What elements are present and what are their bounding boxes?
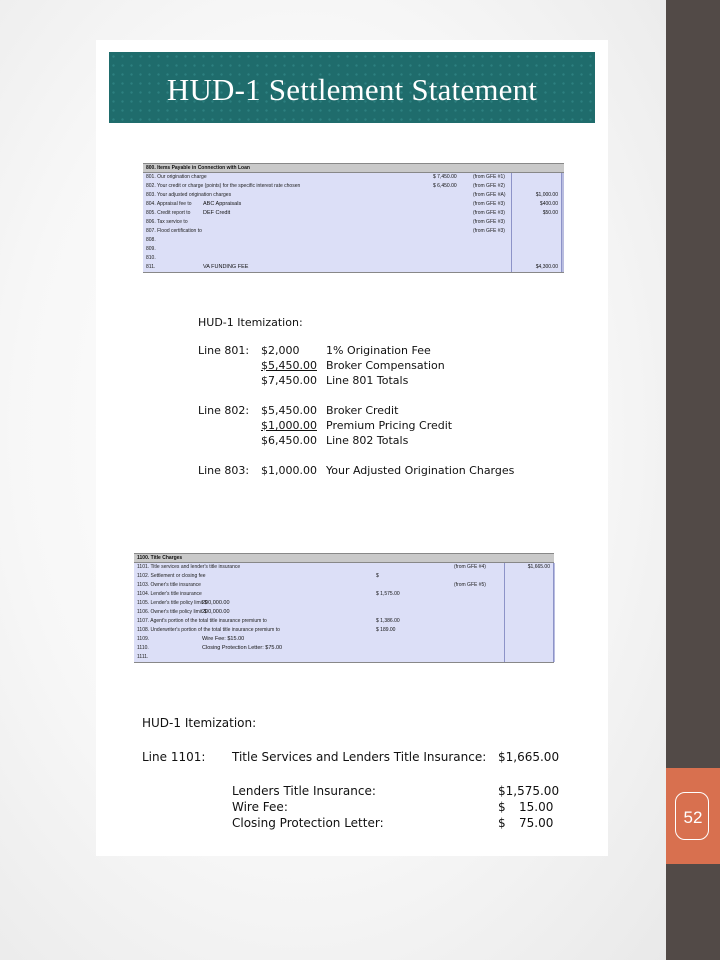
row-blank-col	[563, 245, 564, 254]
row-label: 801. Our origination charge	[146, 174, 207, 180]
row-gfe-ref	[454, 617, 504, 626]
row-blank-col	[563, 236, 564, 245]
table-row	[143, 245, 564, 254]
line-1101-item-desc: Wire Fee:	[232, 800, 288, 814]
table-row	[143, 200, 564, 209]
line-1101-main-desc: Title Services and Lenders Title Insurance:	[232, 750, 487, 764]
table-row	[134, 608, 554, 617]
row-gfe-ref: (from GFE #3)	[473, 219, 505, 225]
row-label: 809.	[146, 246, 156, 252]
row-total	[504, 590, 554, 599]
table-row	[134, 590, 554, 599]
row-amount	[374, 563, 454, 572]
table-row	[134, 563, 554, 572]
table-row	[143, 218, 564, 227]
table-row	[143, 191, 564, 200]
line-1101-item-desc: Closing Protection Letter:	[232, 816, 384, 830]
row-total	[511, 173, 562, 182]
title-banner	[109, 52, 595, 123]
page-number-badge	[666, 768, 720, 864]
row-total	[504, 617, 554, 626]
line-1101-item-currency: $	[498, 800, 506, 814]
row-blank-col	[563, 263, 564, 272]
row-blank-col	[554, 644, 555, 653]
row-gfe-ref	[454, 590, 504, 599]
table-row	[134, 635, 554, 644]
line-802-desc-2: Premium Pricing Credit	[326, 419, 453, 432]
row-blank-col	[554, 563, 555, 572]
itemization-2-title: HUD-1 Itemization:	[142, 716, 257, 730]
row-label: 1106. Owner's title policy limit $	[137, 609, 207, 615]
row-blank-col	[563, 173, 564, 182]
form-1100-table	[134, 553, 554, 663]
row-gfe-ref	[454, 608, 504, 617]
row-blank-col	[563, 227, 564, 236]
row-total	[504, 599, 554, 608]
row-label: 1102. Settlement or closing fee	[137, 573, 206, 579]
row-total: $1,000.00	[511, 191, 562, 200]
row-total	[504, 608, 554, 617]
row-blank-col	[554, 653, 555, 662]
line-802-desc-3: Line 802 Totals	[326, 434, 409, 447]
row-gfe-ref	[473, 263, 511, 272]
line-801-desc-1: 1% Origination Fee	[326, 344, 431, 357]
row-blank-col	[563, 191, 564, 200]
row-total	[504, 644, 554, 653]
row-entry: 200,000.00	[202, 609, 230, 615]
row-entry: ABC Appraisals	[203, 201, 242, 207]
line-801-amount-2: $5,450.00	[261, 359, 317, 372]
form-1100-header: 1100. Title Charges	[134, 554, 554, 563]
row-label: 1103. Owner's title insurance	[137, 582, 201, 588]
row-gfe-ref	[454, 653, 504, 662]
row-label: 802. Your credit or charge (points) for the specific interest rate chosen	[146, 183, 301, 189]
line-803-label: Line 803:	[198, 464, 250, 477]
row-gfe-ref	[473, 245, 511, 254]
banner-title: HUD-1 Settlement Statement	[166, 72, 538, 107]
row-amount: $ 6,450.00	[433, 183, 457, 189]
line-801-label: Line 801:	[198, 344, 250, 357]
row-amount	[431, 227, 471, 236]
row-total	[504, 635, 554, 644]
line-1101-label: Line 1101:	[142, 750, 206, 764]
row-entry: DEF Credit	[203, 210, 231, 216]
form-800-table	[143, 163, 564, 273]
row-gfe-ref: (from GFE #A)	[473, 192, 506, 198]
table-row	[134, 617, 554, 626]
row-amount	[374, 644, 454, 653]
row-total	[504, 626, 554, 635]
row-amount	[431, 218, 471, 227]
row-gfe-ref	[454, 644, 504, 653]
line-802-amount-1: $5,450.00	[261, 404, 317, 417]
line-803-amount-1: $1,000.00	[261, 464, 317, 477]
row-entry: VA FUNDING FEE	[203, 264, 249, 270]
row-label: 806. Tax service to	[146, 219, 188, 225]
row-amount	[374, 608, 454, 617]
row-amount	[431, 191, 471, 200]
line-1101-item-amount: 75.00	[519, 816, 554, 830]
row-amount	[374, 653, 454, 662]
row-label: 1107. Agent's portion of the total title insurance premium to	[137, 618, 267, 624]
row-blank-col	[563, 182, 564, 191]
table-row	[143, 263, 564, 272]
line-802-amount-3: $6,450.00	[261, 434, 317, 447]
row-entry: Wire Fee: $15.00	[202, 636, 245, 642]
row-label: 811.	[146, 264, 156, 270]
row-total	[511, 227, 562, 236]
row-total	[504, 572, 554, 581]
row-label: 805. Credit report to	[146, 210, 191, 216]
line-802-label: Line 802:	[198, 404, 250, 417]
row-total	[504, 581, 554, 590]
row-label: 808.	[146, 237, 156, 243]
row-label: 1105. Lender's title policy limit $	[137, 600, 208, 606]
row-amount	[374, 581, 454, 590]
row-amount	[374, 599, 454, 608]
row-total	[511, 182, 562, 191]
row-blank-col	[554, 617, 555, 626]
table-row	[143, 209, 564, 218]
row-label: 1110.	[137, 645, 149, 651]
row-amount	[431, 209, 471, 218]
row-blank-col	[554, 626, 555, 635]
row-total	[504, 653, 554, 662]
row-gfe-ref: (from GFE #3)	[473, 201, 505, 207]
row-amount	[431, 254, 471, 263]
row-label: 1111.	[137, 654, 149, 660]
row-amount	[431, 200, 471, 209]
row-amount: $ 7,450.00	[433, 174, 457, 180]
row-label: 1108. Underwriter's portion of the total title insurance premium to	[137, 627, 280, 633]
row-total: $400.00	[511, 200, 562, 209]
line-1101-main-amount: $1,665.00	[498, 750, 560, 764]
row-gfe-ref	[473, 254, 511, 263]
table-row	[134, 572, 554, 581]
row-label: 803. Your adjusted origination charges	[146, 192, 232, 198]
row-gfe-ref	[473, 236, 511, 245]
line-1101-item-currency: $	[498, 816, 506, 830]
row-blank-col	[554, 608, 555, 617]
row-total: $1,665.00	[504, 563, 554, 572]
row-amount	[374, 635, 454, 644]
line-801-amount-3: $7,450.00	[261, 374, 317, 387]
line-802-amount-2: $1,000.00	[261, 419, 317, 432]
row-gfe-ref: (from GFE #4)	[454, 564, 486, 570]
line-1101-item-amount: $1,575.00	[498, 784, 560, 798]
row-total	[511, 218, 562, 227]
row-gfe-ref: (from GFE #1)	[473, 174, 505, 180]
row-blank-col	[554, 581, 555, 590]
row-amount	[431, 236, 471, 245]
row-blank-col	[554, 590, 555, 599]
table-row	[143, 227, 564, 236]
row-label: 810.	[146, 255, 156, 261]
line-803-desc-1: Your Adjusted Origination Charges	[326, 464, 515, 477]
row-blank-col	[554, 599, 555, 608]
page-number: 52	[683, 808, 703, 827]
row-gfe-ref	[454, 635, 504, 644]
row-blank-col	[554, 635, 555, 644]
line-801-amount-1: $2,000	[261, 344, 300, 357]
row-blank-col	[563, 254, 564, 263]
row-amount: $ 1,575.00	[376, 591, 400, 597]
row-label: 804. Appraisal fee to	[146, 201, 192, 207]
itemization-1-title: HUD-1 Itemization:	[198, 316, 303, 329]
row-blank-col	[563, 200, 564, 209]
row-gfe-ref	[454, 626, 504, 635]
table-row	[134, 626, 554, 635]
table-row	[134, 599, 554, 608]
row-amount	[431, 245, 471, 254]
table-row	[143, 236, 564, 245]
row-blank-col	[554, 572, 555, 581]
row-gfe-ref: (from GFE #5)	[454, 582, 486, 588]
document-image	[96, 40, 608, 856]
row-total	[511, 245, 562, 254]
table-row	[134, 644, 554, 653]
table-row	[143, 182, 564, 191]
line-1101-item-amount: 15.00	[519, 800, 554, 814]
table-row	[134, 581, 554, 590]
table-row	[134, 653, 554, 662]
line-801-desc-2: Broker Compensation	[326, 359, 445, 372]
row-total: $4,300.00	[511, 263, 562, 272]
row-total	[511, 236, 562, 245]
row-gfe-ref	[454, 572, 504, 581]
row-amount: $ 189.00	[376, 627, 396, 633]
row-gfe-ref: (from GFE #2)	[473, 183, 505, 189]
row-blank-col	[563, 209, 564, 218]
line-801-desc-3: Line 801 Totals	[326, 374, 409, 387]
line-1101-item-desc: Lenders Title Insurance:	[232, 784, 376, 798]
form-800-header: 800. Items Payable in Connection with Loan	[143, 164, 564, 173]
row-entry: 200,000.00	[202, 600, 230, 606]
row-amount: $ 1,386.00	[376, 618, 400, 624]
row-label: 807. Flood certification to	[146, 228, 202, 234]
row-total: $50.00	[511, 209, 562, 218]
row-amount	[431, 263, 471, 272]
row-entry: Closing Protection Letter: $75.00	[202, 645, 283, 651]
line-802-desc-1: Broker Credit	[326, 404, 399, 417]
row-total	[511, 254, 562, 263]
row-blank-col	[563, 218, 564, 227]
table-row	[143, 173, 564, 182]
row-label: 1104. Lender's title insurance	[137, 591, 202, 597]
table-row	[143, 254, 564, 263]
row-amount: $	[376, 573, 379, 579]
row-label: 1101. Title services and lender's title insurance	[137, 564, 241, 570]
row-gfe-ref: (from GFE #3)	[473, 210, 505, 216]
row-gfe-ref: (from GFE #3)	[473, 228, 505, 234]
row-gfe-ref	[454, 599, 504, 608]
row-label: 1109.	[137, 636, 150, 642]
